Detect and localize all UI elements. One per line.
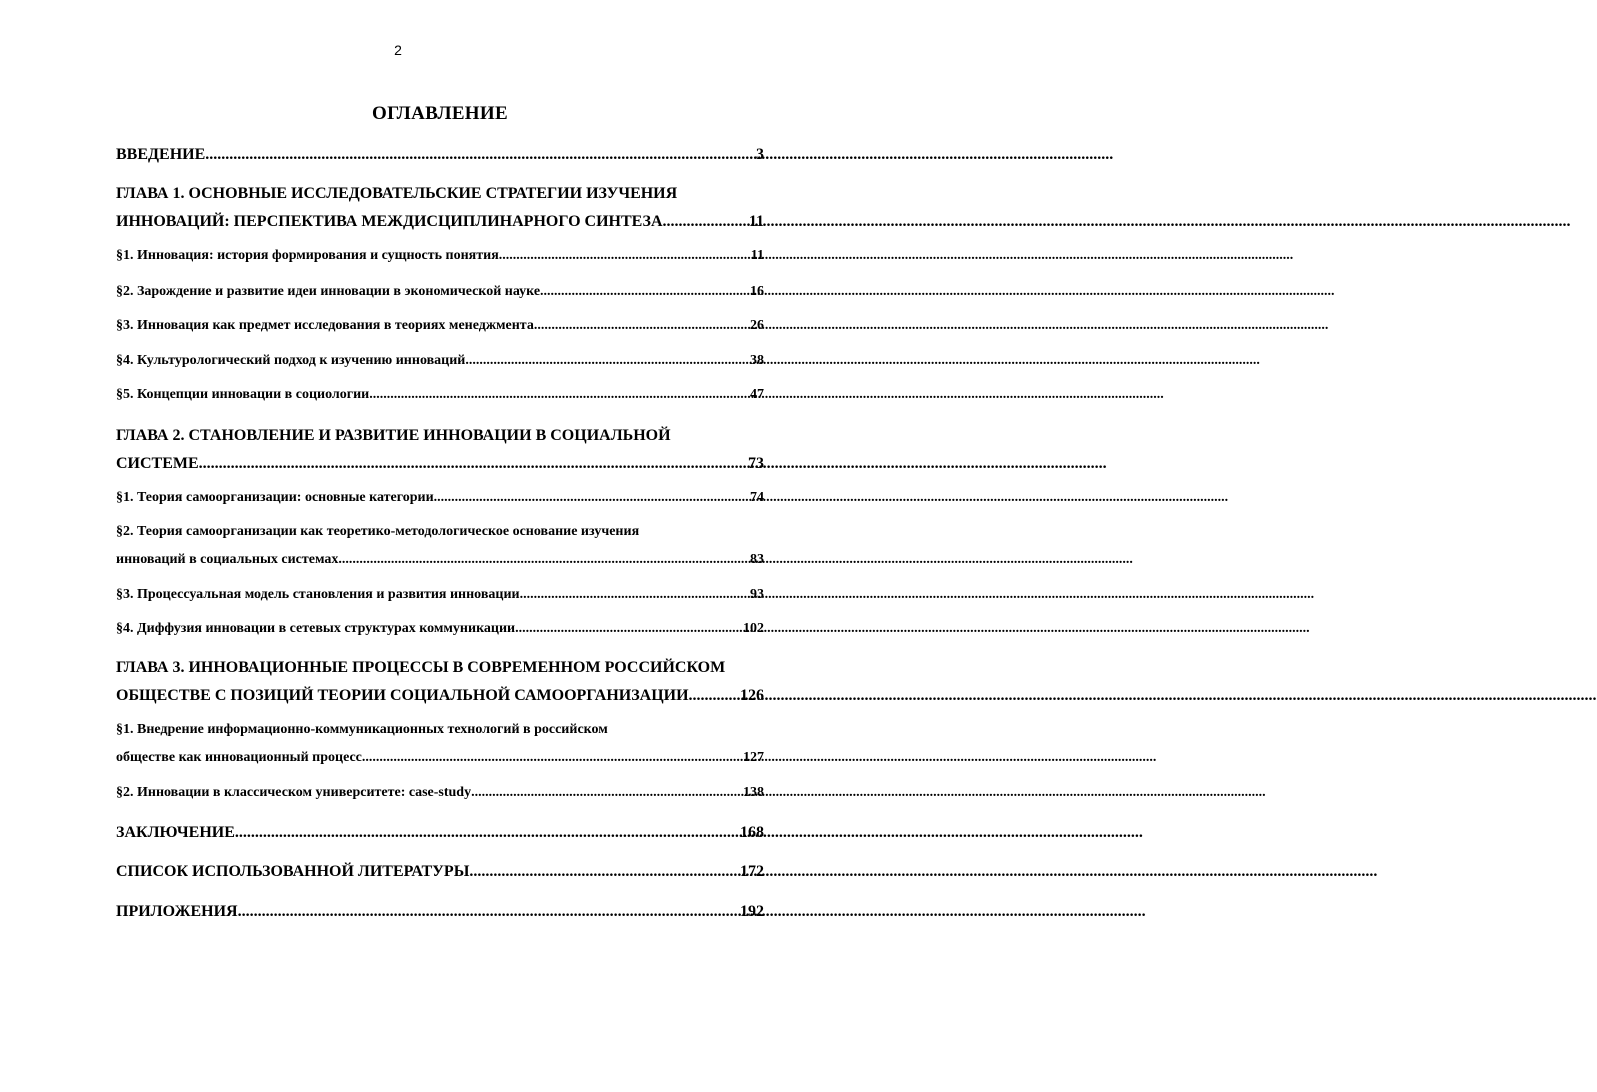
- toc-entry[interactable]: [116, 387, 764, 403]
- toc-entry[interactable]: [116, 750, 764, 766]
- dot-leader: [434, 490, 750, 506]
- toc-entry-text: §2. Зарождение и развитие идеи инновации в экономической науке: [116, 284, 541, 299]
- dot-leader: [199, 455, 748, 473]
- toc-entry-text: ОБЩЕСТВЕ С ПОЗИЦИЙ ТЕОРИИ СОЦИАЛЬНОЙ САМООРГАНИЗАЦИИ: [116, 687, 689, 704]
- toc-entry-text: СИСТЕМЕ: [116, 455, 199, 472]
- toc-title: ОГЛАВЛЕНИЕ: [372, 103, 508, 124]
- toc-entry-page: 74: [750, 490, 764, 505]
- toc-entry-page: 192: [740, 903, 764, 920]
- toc-entry-text: инноваций в социальных системах: [116, 552, 339, 567]
- dot-leader: [520, 587, 750, 603]
- page-number: 2: [394, 42, 402, 58]
- toc-entry-text: §2. Инновации в классическом университете: case-study: [116, 785, 472, 800]
- toc-entry-text: СПИСОК ИСПОЛЬЗОВАННОЙ ЛИТЕРАТУРЫ: [116, 863, 470, 880]
- toc-entry[interactable]: [116, 353, 764, 369]
- dot-leader: [471, 785, 743, 801]
- toc-entry[interactable]: [116, 185, 764, 203]
- toc-entry[interactable]: [116, 785, 764, 801]
- toc-entry[interactable]: [116, 284, 764, 300]
- dot-leader: [238, 903, 740, 921]
- toc-entry-page: 138: [743, 785, 764, 800]
- toc-entry[interactable]: [116, 552, 764, 568]
- toc-entry-page: 38: [750, 353, 764, 368]
- toc-entry[interactable]: [116, 524, 764, 540]
- dot-leader: [465, 353, 750, 369]
- dot-leader: [469, 863, 740, 881]
- toc-entry[interactable]: [116, 587, 764, 603]
- toc-entry-page: 11: [750, 248, 764, 263]
- toc-entry-page: 16: [750, 284, 764, 299]
- toc-entry-text: §2. Теория самоорганизации как теоретико-методологическое основание изучения: [116, 524, 640, 539]
- toc-entry[interactable]: [116, 659, 764, 677]
- toc-entry-text: обществе как инновационный процесс: [116, 750, 362, 765]
- dot-leader: [534, 318, 750, 334]
- toc-entry[interactable]: [116, 687, 764, 705]
- toc-entry-text: §4. Культурологический подход к изучению инноваций: [116, 353, 466, 368]
- toc-entry-text: §3. Инновация как предмет исследования в теориях менеджмента: [116, 318, 534, 333]
- toc-entry-text: ГЛАВА 3. ИННОВАЦИОННЫЕ ПРОЦЕССЫ В СОВРЕМЕННОМ РОССИЙСКОМ: [116, 659, 726, 676]
- toc-entry-text: §3. Процессуальная модель становления и развития инновации: [116, 587, 520, 602]
- toc-entry[interactable]: [116, 490, 764, 506]
- toc-entry-page: 11: [748, 213, 764, 230]
- toc-entry-text: §1. Внедрение информационно-коммуникационных технологий в российском: [116, 722, 608, 737]
- toc-entry-text: ПРИЛОЖЕНИЯ: [116, 903, 238, 920]
- toc-entry[interactable]: [116, 427, 764, 445]
- toc-entry-page: 168: [740, 824, 764, 841]
- toc-entry[interactable]: [116, 455, 764, 473]
- toc-entry-page: 73: [748, 455, 764, 472]
- toc-entry[interactable]: [116, 722, 764, 738]
- toc-entry-page: 93: [750, 587, 764, 602]
- toc-entry-text: §4. Диффузия инновации в сетевых структурах коммуникации: [116, 621, 516, 636]
- toc-entry-page: 172: [740, 863, 764, 880]
- toc-entry-page: 127: [743, 750, 764, 765]
- toc-entry-text: ИННОВАЦИЙ: ПЕРСПЕКТИВА МЕЖДИСЦИПЛИНАРНОГО СИНТЕЗА: [116, 213, 663, 230]
- toc-entry[interactable]: [116, 146, 764, 164]
- toc-entry-page: 102: [743, 621, 764, 636]
- dot-leader: [362, 750, 743, 766]
- toc-entry-page: 47: [750, 387, 764, 402]
- toc-entry-page: 126: [740, 687, 764, 704]
- dot-leader: [338, 552, 750, 568]
- dot-leader: [205, 146, 756, 164]
- dot-leader: [499, 248, 751, 264]
- dot-leader: [540, 284, 750, 300]
- toc-entry-text: ЗАКЛЮЧЕНИЕ: [116, 824, 235, 841]
- toc-entry[interactable]: [116, 318, 764, 334]
- toc-entry-text: §5. Концепции инновации в социологии: [116, 387, 370, 402]
- dot-leader: [369, 387, 750, 403]
- toc-entry[interactable]: [116, 621, 764, 637]
- dot-leader: [515, 621, 743, 637]
- dot-leader: [235, 824, 740, 842]
- toc-entry[interactable]: [116, 824, 764, 842]
- toc-entry-text: §1. Инновация: история формирования и сущность понятия: [116, 248, 499, 263]
- toc-entry-page: 26: [750, 318, 764, 333]
- dot-leader: [663, 213, 749, 231]
- toc-entry-text: ГЛАВА 2. СТАНОВЛЕНИЕ И РАЗВИТИЕ ИННОВАЦИИ В СОЦИАЛЬНОЙ: [116, 427, 671, 444]
- toc-entry-text: §1. Теория самоорганизации: основные категории: [116, 490, 434, 505]
- toc-entry[interactable]: [116, 248, 764, 264]
- toc-entry[interactable]: [116, 903, 764, 921]
- toc-entry-text: ГЛАВА 1. ОСНОВНЫЕ ИССЛЕДОВАТЕЛЬСКИЕ СТРАТЕГИИ ИЗУЧЕНИЯ: [116, 185, 678, 202]
- toc-entry[interactable]: [116, 213, 764, 231]
- toc-entry-page: 3: [756, 146, 764, 163]
- toc-entry[interactable]: [116, 863, 764, 881]
- dot-leader: [689, 687, 740, 705]
- toc-entry-text: ВВЕДЕНИЕ: [116, 146, 206, 163]
- toc-entry-page: 83: [750, 552, 764, 567]
